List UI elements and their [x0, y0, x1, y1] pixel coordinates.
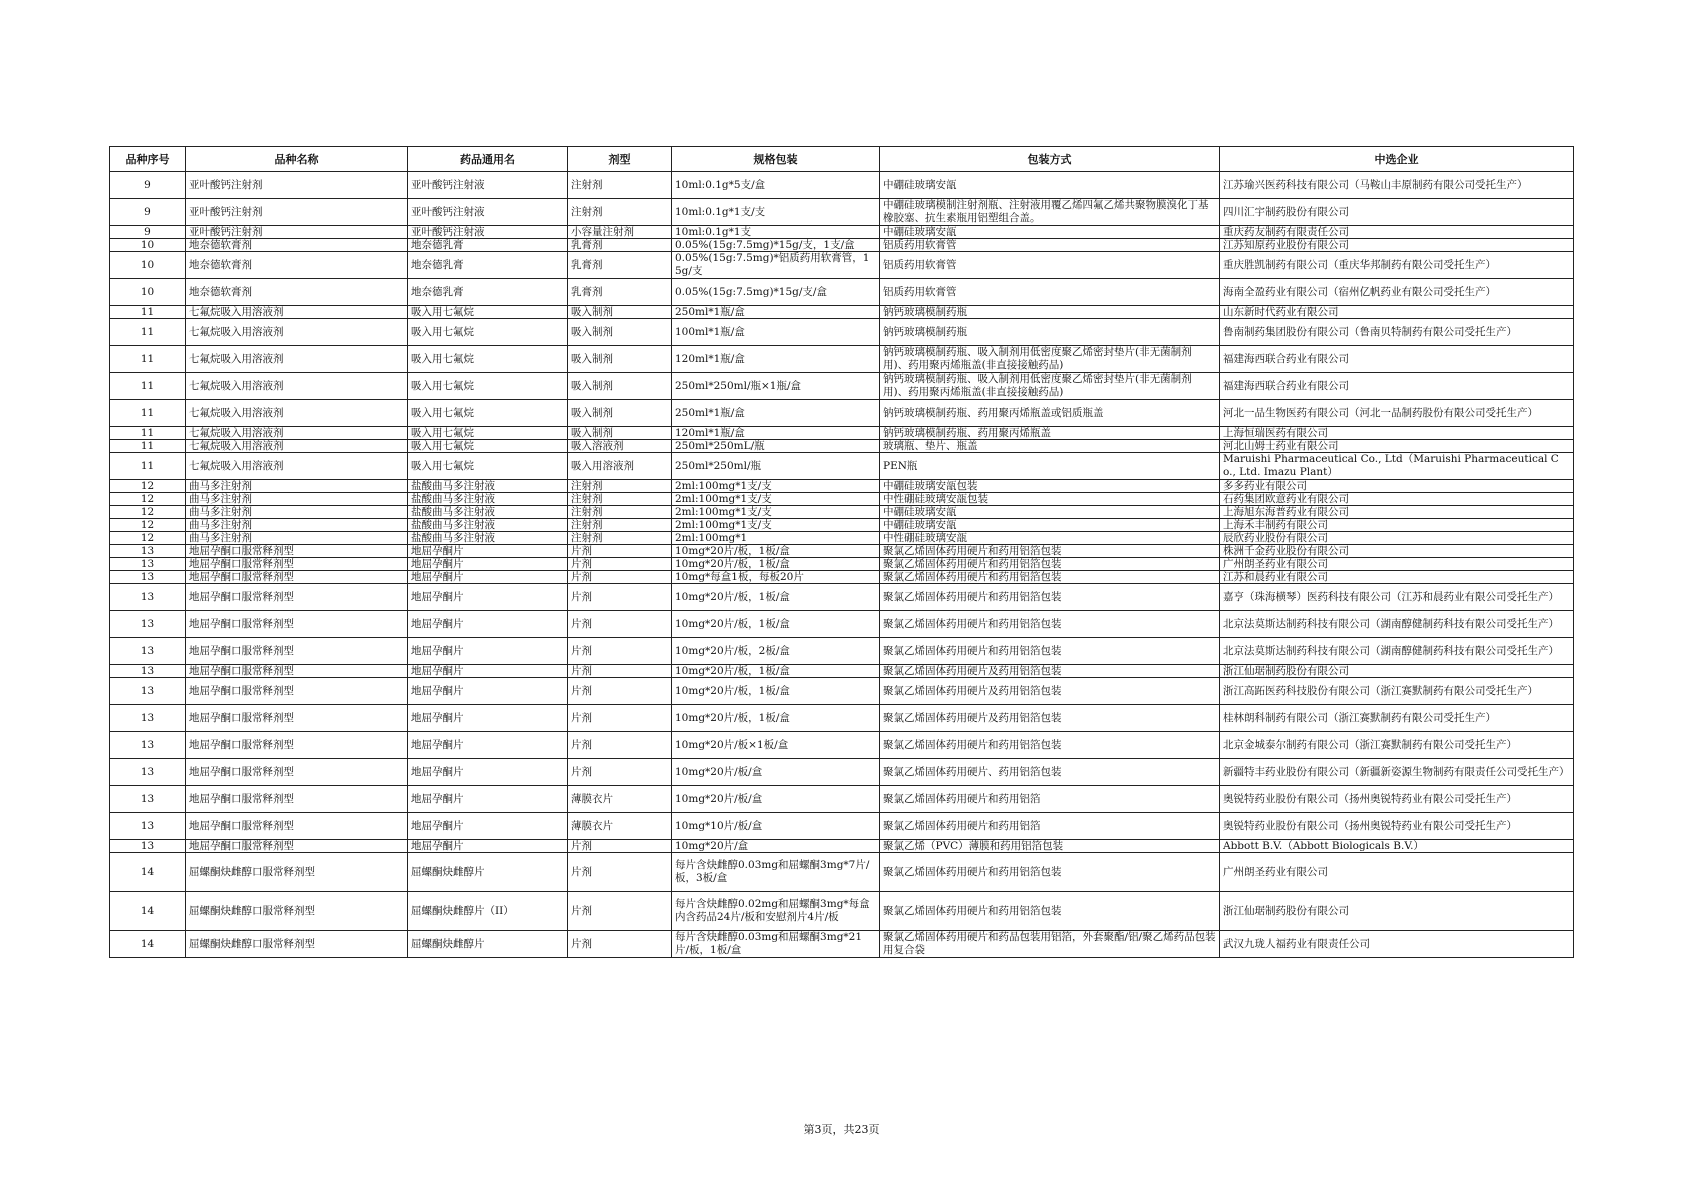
cell-company: 嘉亨（珠海横琴）医药科技有限公司（江苏和晨药业有限公司受托生产）	[1220, 584, 1574, 611]
cell-variety-name: 曲马多注射剂	[186, 506, 408, 519]
cell-package-method: 聚氯乙烯固体药用硬片和药用铝箔	[880, 813, 1220, 840]
table-row	[110, 545, 1574, 558]
cell-seq: 13	[110, 840, 186, 853]
cell-package-method: 钠钙玻璃模制药瓶	[880, 306, 1220, 319]
cell-generic-name: 屈螺酮炔雌醇片	[408, 853, 568, 892]
cell-generic-name: 地屈孕酮片	[408, 558, 568, 571]
cell-variety-name: 七氟烷吸入用溶液剂	[186, 400, 408, 427]
cell-dosage-form: 片剂	[568, 931, 672, 958]
cell-seq: 13	[110, 665, 186, 678]
cell-spec-package: 10ml:0.1g*5支/盒	[672, 172, 880, 199]
cell-dosage-form: 注射剂	[568, 506, 672, 519]
cell-spec-package: 2ml:100mg*1支/支	[672, 480, 880, 493]
cell-company: 河北一品生物医药有限公司（河北一品制药股份有限公司受托生产）	[1220, 400, 1574, 427]
cell-seq: 10	[110, 279, 186, 306]
cell-seq: 13	[110, 558, 186, 571]
cell-company: 桂林朗科制药有限公司（浙江赛默制药有限公司受托生产）	[1220, 705, 1574, 732]
cell-dosage-form: 薄膜衣片	[568, 813, 672, 840]
cell-generic-name: 地屈孕酮片	[408, 611, 568, 638]
cell-seq: 11	[110, 453, 186, 480]
table-row	[110, 252, 1574, 279]
cell-company: 江苏知原药业股份有限公司	[1220, 239, 1574, 252]
cell-generic-name: 地屈孕酮片	[408, 571, 568, 584]
cell-spec-package: 120ml*1瓶/盒	[672, 427, 880, 440]
cell-package-method: PEN瓶	[880, 453, 1220, 480]
cell-spec-package: 10mg*20片/板，2板/盒	[672, 638, 880, 665]
cell-package-method: 聚氯乙烯固体药用硬片和药用铝箔包装	[880, 638, 1220, 665]
cell-dosage-form: 片剂	[568, 558, 672, 571]
cell-variety-name: 地奈德软膏剂	[186, 252, 408, 279]
cell-spec-package: 250ml*250ml/瓶	[672, 453, 880, 480]
table-row	[110, 732, 1574, 759]
cell-package-method: 玻璃瓶、垫片、瓶盖	[880, 440, 1220, 453]
col-header-seq: 品种序号	[110, 147, 186, 172]
cell-company: 石药集团欧意药业有限公司	[1220, 493, 1574, 506]
cell-spec-package: 250ml*1瓶/盒	[672, 400, 880, 427]
cell-seq: 13	[110, 638, 186, 665]
cell-dosage-form: 片剂	[568, 705, 672, 732]
cell-generic-name: 地屈孕酮片	[408, 840, 568, 853]
cell-spec-package: 250ml*1瓶/盒	[672, 306, 880, 319]
table-row	[110, 493, 1574, 506]
cell-spec-package: 0.05%(15g:7.5mg)*15g/支/盒	[672, 279, 880, 306]
cell-dosage-form: 吸入制剂	[568, 306, 672, 319]
table-row	[110, 665, 1574, 678]
table-row	[110, 172, 1574, 199]
table-row	[110, 759, 1574, 786]
cell-seq: 10	[110, 252, 186, 279]
cell-generic-name: 吸入用七氟烷	[408, 373, 568, 400]
cell-generic-name: 屈螺酮炔雌醇片（II）	[408, 892, 568, 931]
cell-dosage-form: 注射剂	[568, 532, 672, 545]
cell-dosage-form: 乳膏剂	[568, 252, 672, 279]
cell-company: 广州朗圣药业有限公司	[1220, 558, 1574, 571]
cell-spec-package: 120ml*1瓶/盒	[672, 346, 880, 373]
cell-company: 武汉九珑人福药业有限责任公司	[1220, 931, 1574, 958]
cell-spec-package: 10mg*每盒1板，每板20片	[672, 571, 880, 584]
cell-variety-name: 地屈孕酮口服常释剂型	[186, 571, 408, 584]
cell-dosage-form: 乳膏剂	[568, 279, 672, 306]
table-row	[110, 199, 1574, 226]
cell-seq: 11	[110, 427, 186, 440]
drug-selection-table	[109, 146, 1574, 958]
cell-variety-name: 曲马多注射剂	[186, 519, 408, 532]
cell-variety-name: 地屈孕酮口服常释剂型	[186, 584, 408, 611]
cell-package-method: 聚氯乙烯固体药用硬片及药用铝箔包装	[880, 705, 1220, 732]
cell-package-method: 聚氯乙烯固体药用硬片和药用铝箔包装	[880, 584, 1220, 611]
cell-spec-package: 10mg*20片/板/盒	[672, 786, 880, 813]
cell-seq: 14	[110, 892, 186, 931]
cell-dosage-form: 吸入制剂	[568, 319, 672, 346]
table-row	[110, 480, 1574, 493]
cell-dosage-form: 片剂	[568, 732, 672, 759]
cell-seq: 10	[110, 239, 186, 252]
cell-package-method: 聚氯乙烯固体药用硬片和药用铝箔包装	[880, 611, 1220, 638]
col-header-generic-name: 药品通用名	[408, 147, 568, 172]
cell-generic-name: 地屈孕酮片	[408, 786, 568, 813]
cell-seq: 12	[110, 493, 186, 506]
cell-company: 浙江仙琚制药股份有限公司	[1220, 665, 1574, 678]
cell-generic-name: 盐酸曲马多注射液	[408, 480, 568, 493]
cell-company: 浙江高跖医药科技股份有限公司（浙江赛默制药有限公司受托生产）	[1220, 678, 1574, 705]
cell-seq: 13	[110, 732, 186, 759]
cell-dosage-form: 片剂	[568, 545, 672, 558]
table-row	[110, 638, 1574, 665]
table-row	[110, 239, 1574, 252]
cell-seq: 12	[110, 506, 186, 519]
cell-package-method: 中硼硅玻璃安瓿	[880, 519, 1220, 532]
cell-generic-name: 亚叶酸钙注射液	[408, 199, 568, 226]
table-row	[110, 306, 1574, 319]
table-row	[110, 346, 1574, 373]
cell-seq: 12	[110, 519, 186, 532]
cell-spec-package: 10mg*20片/板×1板/盒	[672, 732, 880, 759]
cell-seq: 13	[110, 678, 186, 705]
cell-dosage-form: 片剂	[568, 611, 672, 638]
table-row	[110, 571, 1574, 584]
cell-variety-name: 地屈孕酮口服常释剂型	[186, 678, 408, 705]
cell-variety-name: 地奈德软膏剂	[186, 239, 408, 252]
table-header-row	[110, 147, 1574, 172]
cell-company: Abbott B.V.（Abbott Biologicals B.V.）	[1220, 840, 1574, 853]
cell-spec-package: 2ml:100mg*1支/支	[672, 519, 880, 532]
cell-variety-name: 地奈德软膏剂	[186, 279, 408, 306]
cell-variety-name: 地屈孕酮口服常释剂型	[186, 545, 408, 558]
table-row	[110, 853, 1574, 892]
cell-generic-name: 地奈德乳膏	[408, 239, 568, 252]
col-header-spec-package: 规格包装	[672, 147, 880, 172]
cell-dosage-form: 注射剂	[568, 199, 672, 226]
cell-company: 奥锐特药业股份有限公司（扬州奥锐特药业有限公司受托生产）	[1220, 786, 1574, 813]
cell-spec-package: 10mg*20片/板/盒	[672, 759, 880, 786]
cell-package-method: 聚氯乙烯固体药用硬片及药用铝箔包装	[880, 678, 1220, 705]
cell-dosage-form: 薄膜衣片	[568, 786, 672, 813]
table-row	[110, 400, 1574, 427]
cell-generic-name: 吸入用七氟烷	[408, 453, 568, 480]
cell-spec-package: 250ml*250ml/瓶×1瓶/盒	[672, 373, 880, 400]
cell-package-method: 聚氯乙烯固体药用硬片和药用铝箔包装	[880, 892, 1220, 931]
table-row	[110, 440, 1574, 453]
cell-dosage-form: 片剂	[568, 665, 672, 678]
table-row	[110, 373, 1574, 400]
cell-package-method: 中硼硅玻璃安瓿	[880, 506, 1220, 519]
cell-generic-name: 吸入用七氟烷	[408, 319, 568, 346]
cell-seq: 13	[110, 786, 186, 813]
cell-generic-name: 屈螺酮炔雌醇片	[408, 931, 568, 958]
cell-generic-name: 地屈孕酮片	[408, 732, 568, 759]
cell-spec-package: 10mg*20片/板，1板/盒	[672, 705, 880, 732]
cell-spec-package: 每片含炔雌醇0.03mg和屈螺酮3mg*7片/板，3板/盒	[672, 853, 880, 892]
cell-dosage-form: 片剂	[568, 840, 672, 853]
cell-dosage-form: 小容量注射剂	[568, 226, 672, 239]
cell-variety-name: 七氟烷吸入用溶液剂	[186, 346, 408, 373]
cell-package-method: 铝质药用软膏管	[880, 252, 1220, 279]
cell-package-method: 中硼硅玻璃安瓿	[880, 226, 1220, 239]
cell-variety-name: 亚叶酸钙注射剂	[186, 172, 408, 199]
page-number: 第3页，共23页	[803, 1123, 880, 1136]
cell-package-method: 铝质药用软膏管	[880, 239, 1220, 252]
table-row	[110, 840, 1574, 853]
cell-variety-name: 地屈孕酮口服常释剂型	[186, 665, 408, 678]
cell-dosage-form: 片剂	[568, 853, 672, 892]
cell-generic-name: 地奈德乳膏	[408, 279, 568, 306]
cell-company: 广州朗圣药业有限公司	[1220, 853, 1574, 892]
cell-company: 河北山姆士药业有限公司	[1220, 440, 1574, 453]
cell-variety-name: 地屈孕酮口服常释剂型	[186, 732, 408, 759]
cell-variety-name: 地屈孕酮口服常释剂型	[186, 611, 408, 638]
cell-variety-name: 屈螺酮炔雌醇口服常释剂型	[186, 853, 408, 892]
cell-company: 奥锐特药业股份有限公司（扬州奥锐特药业有限公司受托生产）	[1220, 813, 1574, 840]
cell-generic-name: 吸入用七氟烷	[408, 306, 568, 319]
cell-package-method: 聚氯乙烯（PVC）薄膜和药用铝箔包装	[880, 840, 1220, 853]
cell-seq: 12	[110, 480, 186, 493]
cell-seq: 11	[110, 346, 186, 373]
cell-company: 新疆特丰药业股份有限公司（新疆新姿源生物制药有限责任公司受托生产）	[1220, 759, 1574, 786]
cell-company: 重庆胜凯制药有限公司（重庆华邦制药有限公司受托生产）	[1220, 252, 1574, 279]
cell-generic-name: 地奈德乳膏	[408, 252, 568, 279]
cell-spec-package: 10mg*20片/板，1板/盒	[672, 678, 880, 705]
cell-package-method: 铝质药用软膏管	[880, 279, 1220, 306]
cell-spec-package: 10ml:0.1g*1支	[672, 226, 880, 239]
cell-generic-name: 地屈孕酮片	[408, 813, 568, 840]
cell-company: 四川汇宇制药股份有限公司	[1220, 199, 1574, 226]
cell-dosage-form: 吸入制剂	[568, 346, 672, 373]
table-row	[110, 226, 1574, 239]
cell-package-method: 钠钙玻璃模制药瓶、药用聚丙烯瓶盖	[880, 427, 1220, 440]
cell-generic-name: 地屈孕酮片	[408, 638, 568, 665]
cell-seq: 11	[110, 319, 186, 346]
cell-seq: 13	[110, 759, 186, 786]
cell-seq: 11	[110, 440, 186, 453]
cell-seq: 13	[110, 611, 186, 638]
cell-generic-name: 盐酸曲马多注射液	[408, 532, 568, 545]
cell-spec-package: 2ml:100mg*1支/支	[672, 506, 880, 519]
cell-company: 株洲千金药业股份有限公司	[1220, 545, 1574, 558]
cell-dosage-form: 片剂	[568, 638, 672, 665]
cell-package-method: 钠钙玻璃模制药瓶、药用聚丙烯瓶盖或铝质瓶盖	[880, 400, 1220, 427]
cell-company: 浙江仙琚制药股份有限公司	[1220, 892, 1574, 931]
cell-company: 北京法莫斯达制药科技有限公司（湖南醇健制药科技有限公司受托生产）	[1220, 638, 1574, 665]
cell-company: 北京金城泰尔制药有限公司（浙江赛默制药有限公司受托生产）	[1220, 732, 1574, 759]
cell-generic-name: 吸入用七氟烷	[408, 400, 568, 427]
cell-generic-name: 地屈孕酮片	[408, 584, 568, 611]
cell-dosage-form: 吸入用溶液剂	[568, 453, 672, 480]
cell-dosage-form: 吸入制剂	[568, 373, 672, 400]
cell-generic-name: 吸入用七氟烷	[408, 346, 568, 373]
col-header-variety-name: 品种名称	[186, 147, 408, 172]
cell-spec-package: 10mg*20片/板，1板/盒	[672, 558, 880, 571]
cell-generic-name: 盐酸曲马多注射液	[408, 519, 568, 532]
table-row	[110, 786, 1574, 813]
cell-company: 江苏和晨药业有限公司	[1220, 571, 1574, 584]
cell-dosage-form: 注射剂	[568, 519, 672, 532]
cell-seq: 12	[110, 532, 186, 545]
cell-variety-name: 七氟烷吸入用溶液剂	[186, 453, 408, 480]
cell-generic-name: 吸入用七氟烷	[408, 440, 568, 453]
cell-generic-name: 亚叶酸钙注射液	[408, 226, 568, 239]
cell-dosage-form: 片剂	[568, 678, 672, 705]
cell-variety-name: 地屈孕酮口服常释剂型	[186, 558, 408, 571]
cell-company: 鲁南制药集团股份有限公司（鲁南贝特制药有限公司受托生产）	[1220, 319, 1574, 346]
cell-seq: 14	[110, 931, 186, 958]
cell-company: Maruishi Pharmaceutical Co., Ltd（Maruishi Pharmaceutical Co., Ltd. Imazu Plant）	[1220, 453, 1574, 480]
cell-company: 上海禾丰制药有限公司	[1220, 519, 1574, 532]
cell-variety-name: 地屈孕酮口服常释剂型	[186, 786, 408, 813]
cell-spec-package: 每片含炔雌醇0.02mg和屈螺酮3mg*每盒内含药品24片/板和安慰剂片4片/板	[672, 892, 880, 931]
table-row	[110, 584, 1574, 611]
table-row	[110, 279, 1574, 306]
cell-variety-name: 七氟烷吸入用溶液剂	[186, 440, 408, 453]
table-body	[110, 172, 1574, 958]
cell-package-method: 钠钙玻璃模制药瓶、吸入制剂用低密度聚乙烯密封垫片(非无菌制剂用)、药用聚丙烯瓶盖(非直接接触药品)	[880, 346, 1220, 373]
cell-spec-package: 10mg*20片/盒	[672, 840, 880, 853]
cell-spec-package: 10mg*20片/板，1板/盒	[672, 545, 880, 558]
cell-package-method: 中硼硅玻璃安瓿包装	[880, 480, 1220, 493]
col-header-package-method: 包装方式	[880, 147, 1220, 172]
cell-variety-name: 地屈孕酮口服常释剂型	[186, 759, 408, 786]
cell-spec-package: 100ml*1瓶/盒	[672, 319, 880, 346]
table-row	[110, 705, 1574, 732]
cell-spec-package: 10ml:0.1g*1支/支	[672, 199, 880, 226]
cell-company: 多多药业有限公司	[1220, 480, 1574, 493]
cell-company: 上海恒瑞医药有限公司	[1220, 427, 1574, 440]
cell-generic-name: 地屈孕酮片	[408, 665, 568, 678]
cell-seq: 9	[110, 226, 186, 239]
cell-seq: 13	[110, 571, 186, 584]
cell-company: 辰欣药业股份有限公司	[1220, 532, 1574, 545]
cell-company: 山东新时代药业有限公司	[1220, 306, 1574, 319]
cell-variety-name: 地屈孕酮口服常释剂型	[186, 705, 408, 732]
cell-generic-name: 亚叶酸钙注射液	[408, 172, 568, 199]
cell-seq: 13	[110, 584, 186, 611]
cell-variety-name: 曲马多注射剂	[186, 493, 408, 506]
cell-spec-package: 250ml*250mL/瓶	[672, 440, 880, 453]
cell-seq: 13	[110, 545, 186, 558]
cell-dosage-form: 注射剂	[568, 480, 672, 493]
cell-package-method: 聚氯乙烯固体药用硬片和药用铝箔包装	[880, 853, 1220, 892]
table-row	[110, 453, 1574, 480]
cell-seq: 14	[110, 853, 186, 892]
table-row	[110, 892, 1574, 931]
cell-seq: 13	[110, 813, 186, 840]
cell-variety-name: 屈螺酮炔雌醇口服常释剂型	[186, 892, 408, 931]
cell-package-method: 聚氯乙烯固体药用硬片和药用铝箔包装	[880, 571, 1220, 584]
table-row	[110, 506, 1574, 519]
cell-spec-package: 2ml:100mg*1支/支	[672, 493, 880, 506]
cell-variety-name: 七氟烷吸入用溶液剂	[186, 306, 408, 319]
table-row	[110, 931, 1574, 958]
cell-dosage-form: 吸入溶液剂	[568, 440, 672, 453]
cell-spec-package: 每片含炔雌醇0.03mg和屈螺酮3mg*21片/板，1板/盒	[672, 931, 880, 958]
cell-generic-name: 地屈孕酮片	[408, 545, 568, 558]
table-row	[110, 319, 1574, 346]
cell-seq: 13	[110, 705, 186, 732]
cell-company: 江苏瑜兴医药科技有限公司（马鞍山丰原制药有限公司受托生产）	[1220, 172, 1574, 199]
cell-variety-name: 地屈孕酮口服常释剂型	[186, 813, 408, 840]
cell-package-method: 钠钙玻璃模制药瓶	[880, 319, 1220, 346]
cell-company: 海南全盈药业有限公司（宿州亿帆药业有限公司受托生产）	[1220, 279, 1574, 306]
cell-dosage-form: 吸入制剂	[568, 400, 672, 427]
cell-package-method: 中硼硅玻璃模制注射剂瓶、注射液用覆乙烯四氟乙烯共聚物膜溴化丁基橡胶塞、抗生素瓶用铝塑组合盖。	[880, 199, 1220, 226]
table-row	[110, 611, 1574, 638]
table-row	[110, 532, 1574, 545]
cell-package-method: 聚氯乙烯固体药用硬片和药品包装用铝箔，外套聚酯/铝/聚乙烯药品包装用复合袋	[880, 931, 1220, 958]
col-header-dosage-form: 剂型	[568, 147, 672, 172]
cell-package-method: 聚氯乙烯固体药用硬片和药用铝箔包装	[880, 558, 1220, 571]
cell-generic-name: 地屈孕酮片	[408, 705, 568, 732]
cell-company: 上海旭东海普药业有限公司	[1220, 506, 1574, 519]
cell-generic-name: 吸入用七氟烷	[408, 427, 568, 440]
cell-dosage-form: 乳膏剂	[568, 239, 672, 252]
cell-company: 福建海西联合药业有限公司	[1220, 346, 1574, 373]
cell-company: 福建海西联合药业有限公司	[1220, 373, 1574, 400]
cell-dosage-form: 吸入制剂	[568, 427, 672, 440]
cell-dosage-form: 片剂	[568, 584, 672, 611]
cell-package-method: 聚氯乙烯固体药用硬片和药用铝箔包装	[880, 732, 1220, 759]
cell-seq: 11	[110, 373, 186, 400]
cell-spec-package: 10mg*20片/板，1板/盒	[672, 611, 880, 638]
cell-package-method: 聚氯乙烯固体药用硬片和药用铝箔	[880, 786, 1220, 813]
table-row	[110, 813, 1574, 840]
table-row	[110, 678, 1574, 705]
cell-variety-name: 屈螺酮炔雌醇口服常释剂型	[186, 931, 408, 958]
cell-generic-name: 盐酸曲马多注射液	[408, 506, 568, 519]
cell-dosage-form: 片剂	[568, 892, 672, 931]
cell-company: 重庆药友制药有限责任公司	[1220, 226, 1574, 239]
cell-variety-name: 七氟烷吸入用溶液剂	[186, 319, 408, 346]
cell-package-method: 中性硼硅玻璃安瓿包装	[880, 493, 1220, 506]
cell-package-method: 中硼硅玻璃安瓿	[880, 172, 1220, 199]
cell-variety-name: 亚叶酸钙注射剂	[186, 199, 408, 226]
cell-dosage-form: 片剂	[568, 759, 672, 786]
table-row	[110, 519, 1574, 532]
cell-variety-name: 曲马多注射剂	[186, 480, 408, 493]
cell-seq: 9	[110, 172, 186, 199]
cell-dosage-form: 片剂	[568, 571, 672, 584]
cell-variety-name: 七氟烷吸入用溶液剂	[186, 427, 408, 440]
cell-spec-package: 10mg*20片/板，1板/盒	[672, 665, 880, 678]
cell-package-method: 聚氯乙烯固体药用硬片和药用铝箔包装	[880, 545, 1220, 558]
cell-package-method: 聚氯乙烯固体药用硬片及药用铝箔包装	[880, 665, 1220, 678]
cell-variety-name: 曲马多注射剂	[186, 532, 408, 545]
cell-generic-name: 地屈孕酮片	[408, 759, 568, 786]
col-header-company: 中选企业	[1220, 147, 1574, 172]
cell-seq: 11	[110, 306, 186, 319]
cell-variety-name: 地屈孕酮口服常释剂型	[186, 638, 408, 665]
cell-seq: 11	[110, 400, 186, 427]
table-row	[110, 427, 1574, 440]
cell-package-method: 中性硼硅玻璃安瓿	[880, 532, 1220, 545]
cell-variety-name: 地屈孕酮口服常释剂型	[186, 840, 408, 853]
cell-package-method: 钠钙玻璃模制药瓶、吸入制剂用低密度聚乙烯密封垫片(非无菌制剂用)、药用聚丙烯瓶盖(非直接接触药品)	[880, 373, 1220, 400]
cell-generic-name: 地屈孕酮片	[408, 678, 568, 705]
cell-seq: 9	[110, 199, 186, 226]
cell-package-method: 聚氯乙烯固体药用硬片、药用铝箔包装	[880, 759, 1220, 786]
cell-generic-name: 盐酸曲马多注射液	[408, 493, 568, 506]
cell-spec-package: 10mg*20片/板，1板/盒	[672, 584, 880, 611]
cell-spec-package: 0.05%(15g:7.5mg)*15g/支，1支/盒	[672, 239, 880, 252]
table-row	[110, 558, 1574, 571]
cell-variety-name: 亚叶酸钙注射剂	[186, 226, 408, 239]
cell-variety-name: 七氟烷吸入用溶液剂	[186, 373, 408, 400]
cell-spec-package: 10mg*10片/板/盒	[672, 813, 880, 840]
cell-company: 北京法莫斯达制药科技有限公司（湖南醇健制药科技有限公司受托生产）	[1220, 611, 1574, 638]
cell-dosage-form: 注射剂	[568, 172, 672, 199]
cell-spec-package: 0.05%(15g:7.5mg)*铝质药用软膏管，15g/支	[672, 252, 880, 279]
cell-spec-package: 2ml:100mg*1	[672, 532, 880, 545]
cell-dosage-form: 注射剂	[568, 493, 672, 506]
